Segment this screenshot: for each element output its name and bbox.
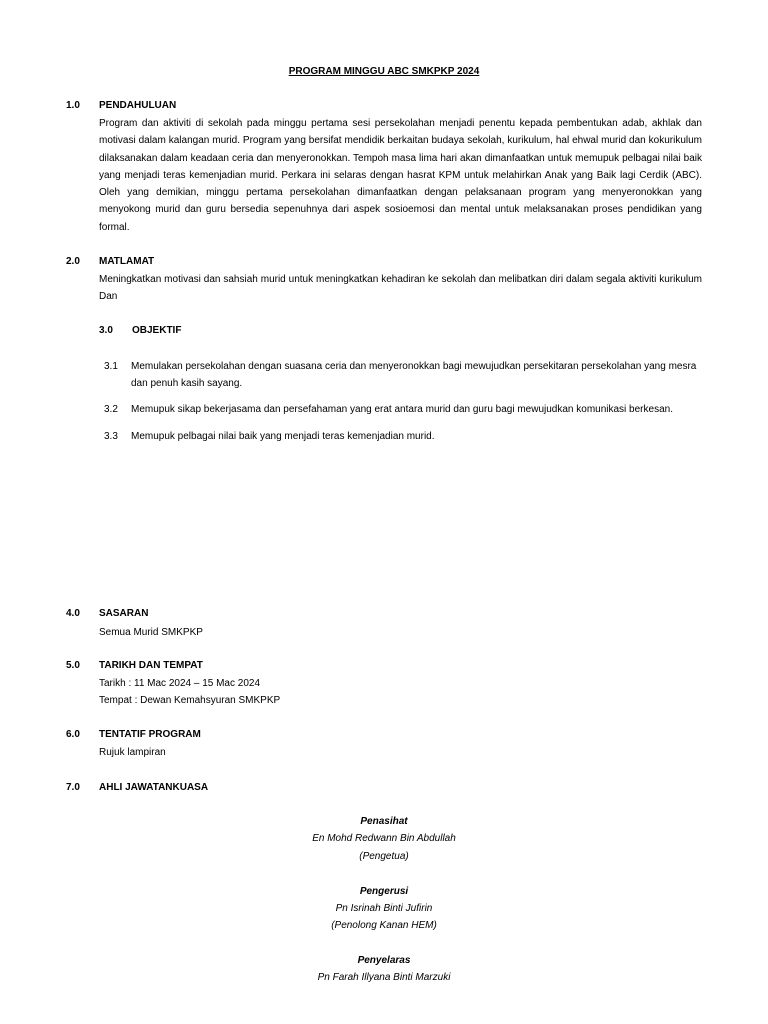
date-line: Tarikh : 11 Mac 2024 – 15 Mac 2024 bbox=[99, 678, 261, 689]
document-title: PROGRAM MINGGU ABC SMKPKP 2024 bbox=[288, 66, 480, 77]
objective-number-3: 3.3 bbox=[104, 431, 118, 442]
section-number-2: 2.0 bbox=[66, 256, 80, 267]
section-heading-pendahuluan: PENDAHULUAN bbox=[99, 100, 177, 111]
committee-role-penyelaras: Penyelaras bbox=[357, 955, 411, 966]
objective-text-1: Memulakan persekolahan dengan suasana ceria dan menyeronokkan bagi mewujudkan persekitaran persekolahan yang mesra dan penuh kasih sayang. bbox=[131, 361, 697, 390]
section-number-5: 5.0 bbox=[66, 660, 80, 671]
committee-name-penasihat: En Mohd Redwann Bin Abdullah bbox=[312, 833, 456, 844]
objective-text-2: Memupuk sikap bekerjasama dan persefahaman yang erat antara murid dan guru bagi mewujudkan komunikasi berkesan. bbox=[131, 404, 673, 415]
place-line: Tempat : Dewan Kemahsyuran SMKPKP bbox=[99, 695, 281, 706]
committee-position-penasihat: (Pengetua) bbox=[359, 851, 409, 862]
section-heading-tarikh-tempat: TARIKH DAN TEMPAT bbox=[99, 660, 203, 671]
committee-name-pengerusi: Pn Isrinah Binti Jufirin bbox=[335, 903, 433, 914]
section-number-3: 3.0 bbox=[99, 325, 113, 336]
section-number-1: 1.0 bbox=[66, 100, 80, 111]
section-heading-objektif: OBJEKTIF bbox=[132, 325, 182, 336]
section-heading-tentatif: TENTATIF PROGRAM bbox=[99, 729, 201, 740]
section-heading-matlamat: MATLAMAT bbox=[99, 256, 155, 267]
objective-text-3: Memupuk pelbagai nilai baik yang menjadi teras kemenjadian murid. bbox=[131, 431, 435, 442]
section-number-4: 4.0 bbox=[66, 608, 80, 619]
committee-role-pengerusi: Pengerusi bbox=[359, 886, 409, 897]
committee-role-penasihat: Penasihat bbox=[360, 816, 408, 827]
section-number-6: 6.0 bbox=[66, 729, 80, 740]
objective-number-2: 3.2 bbox=[104, 404, 118, 415]
section-body-sasaran: Semua Murid SMKPKP bbox=[99, 627, 203, 638]
section-body-tentatif: Rujuk lampiran bbox=[99, 747, 166, 758]
section-body-pendahuluan: Program dan aktiviti di sekolah pada minggu pertama sesi persekolahan menjadi penentu kepada pembentukan adab, akhlak dan motivasi dalam kalangan murid. Program yang bersifat mendidik berkaitan budaya sekolah, kurikulum, hal ehwal murid dan kokurikulum dilaksanakan dalam keadaan ceria dan menyeronokkan. Tempoh masa lima hari akan dimanfaatkan untuk memupuk pelbagai nilai baik yang menjadi teras kemenjadian murid. Perkara ini selaras dengan hasrat KPM untuk melahirkan Anak yang Baik lagi Cerdik (ABC). Oleh yang demikian, minggu pertama persekolahan dimanfaatkan dengan pelaksanaan program yang menyeronokkan yang menyokong murid dan guru bersedia sepenuhnya dari aspek sosioemosi dan mental untuk melaksanakan proses pendidikan yang formal. bbox=[99, 118, 702, 233]
committee-position-pengerusi: (Penolong Kanan HEM) bbox=[331, 920, 437, 931]
committee-name-penyelaras: Pn Farah Illyana Binti Marzuki bbox=[317, 972, 451, 983]
objective-number-1: 3.1 bbox=[104, 361, 118, 372]
section-number-7: 7.0 bbox=[66, 782, 80, 793]
section-heading-sasaran: SASARAN bbox=[99, 608, 149, 619]
section-body-matlamat: Meningkatkan motivasi dan sahsiah murid untuk meningkatkan kehadiran ke sekolah dan melibatkan diri dalam segala aktiviti kurikulum Dan bbox=[99, 274, 702, 303]
section-heading-ajk: AHLI JAWATANKUASA bbox=[99, 782, 209, 793]
